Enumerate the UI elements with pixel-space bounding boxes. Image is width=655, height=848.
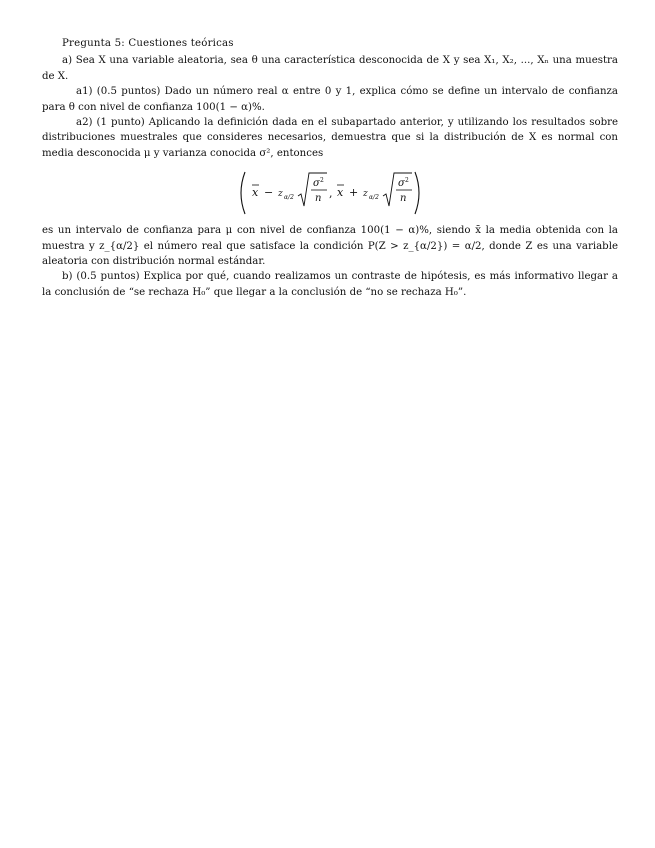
part-a2-conclusion: es un intervalo de confianza para μ con nivel de confianza 100(1 − α)%, siendo x̄ la media obtenida con la muestra y z_{α/2} el número real que satisface la condición P(Z > z_{α/2}) = α/2, donde Z es una variable aleatoria con distribución normal estándar. <box>42 225 618 268</box>
z-sub-1: α/2 <box>284 194 294 202</box>
n-1: n <box>315 193 322 205</box>
part-b: b) (0.5 puntos) Explica por qué, cuando realizamos un contraste de hipótesis, es más informativo llegar a la conclusión de “se rechaza H₀” que llegar a la conclusión de “no se rechaza H₀”. <box>42 271 618 298</box>
z-1: z <box>278 189 283 200</box>
left-paren <box>241 172 245 214</box>
n-2: n <box>400 193 407 205</box>
sigma-exp-2: 2 <box>405 177 409 185</box>
right-paren <box>415 172 419 214</box>
formula-svg <box>237 169 423 217</box>
sigma-exp-1: 2 <box>320 177 324 185</box>
z-sub-2: α/2 <box>369 194 379 202</box>
plus-sign: + <box>349 186 359 200</box>
xbar-1: x <box>252 186 259 200</box>
sigma-2: σ <box>398 178 405 190</box>
xbar-2: x <box>337 186 344 200</box>
sigma-1: σ <box>313 178 320 190</box>
question-title: Pregunta 5: Cuestiones teóricas <box>62 38 234 49</box>
confidence-interval-formula <box>42 169 618 217</box>
minus-sign: − <box>264 186 274 200</box>
part-a1: a1) (0.5 puntos) Dado un número real α entre 0 y 1, explica cómo se define un intervalo de confianza para θ con nivel de confianza 100(1 − α)%. <box>42 86 618 113</box>
comma: , <box>329 187 333 201</box>
question-page <box>42 36 618 300</box>
part-a2: a2) (1 punto) Aplicando la definición dada en el subapartado anterior, y utilizando los resultados sobre distribuciones muestrales que consideres necesarios, demuestra que si la distribución de X es normal con media desconocida μ y varianza conocida σ², entonces <box>42 117 618 159</box>
part-a-intro: a) Sea X una variable aleatoria, sea θ una característica desconocida de X y sea X₁, X₂, ..., Xₙ una muestra de X. <box>42 55 618 82</box>
z-2: z <box>363 189 368 200</box>
